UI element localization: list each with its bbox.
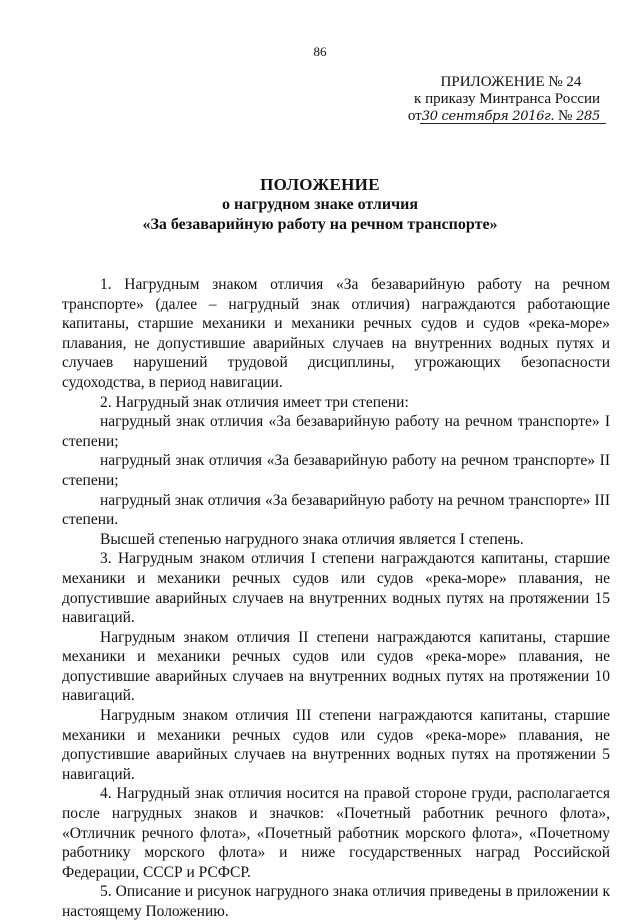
- number-prefix: №: [558, 108, 573, 124]
- paragraph: нагрудный знак отличия «За безаварийную работу на речном транспорте» III степени.: [62, 491, 610, 529]
- paragraph: Нагрудным знаком отличия II степени награждаются капитаны, старшие механики и механики речных судов или судов «река-море» плавания, не допустившие аварийных случаев на внутренних водных путях на протяжении 10 навигаций.: [62, 628, 610, 705]
- paragraph: 5. Описание и рисунок нагрудного знака отличия приведены в приложении к настоящему Положению.: [62, 883, 610, 920]
- paragraph: 1. Нагрудным знаком отличия «За безаварийную работу на речном транспорте» (далее – нагрудный знак отличия) награждаются работающие капитаны, старшие механики и механики речных судов и судов «река-море» плавания, не допустившие аварийных случаев на внутренних водных путях и случаев нарушений трудовой дисциплины, угрожающих безопасности судоходства, в период навигации.: [62, 276, 610, 391]
- handwritten-date: 30 сентября 2016г.: [421, 109, 555, 124]
- paragraph: 2. Нагрудный знак отличия имеет три степени:: [100, 393, 409, 411]
- title-line-1: ПОЛОЖЕНИЕ: [260, 175, 380, 194]
- paragraph: нагрудный знак отличия «За безаварийную работу на речном транспорте» II степени;: [62, 452, 610, 489]
- paragraph: Высшей степенью нагрудного знака отличия является I степень.: [100, 530, 524, 548]
- page-number: 86: [313, 44, 327, 59]
- appendix-date-line: [400, 108, 600, 125]
- document-body: [62, 275, 610, 922]
- document-title: [0, 175, 640, 235]
- paragraph: 3. Нагрудным знаком отличия I степени награждаются капитаны, старшие механики и механики речных судов или судов «река-море» плавания, не допустившие аварийных случаев на внутренних водных путях на протяжении 15 навигаций.: [62, 550, 610, 627]
- appendix-label: ПРИЛОЖЕНИЕ № 24: [440, 74, 582, 90]
- date-prefix: от: [407, 108, 422, 124]
- title-line-2: о нагрудном знаке отличия: [222, 196, 418, 213]
- appendix-order-ref: к приказу Минтранса России: [414, 91, 600, 107]
- paragraph: нагрудный знак отличия «За безаварийную работу на речном транспорте» I степени;: [62, 413, 610, 450]
- paragraph: 4. Нагрудный знак отличия носится на правой стороне груди, располагается после нагрудных знаков и значков: «Почетный работник речного флота», «Отличник речного флота», «Почетный работник морского флота», «Почетному работнику морского флота» и ниже государственных наград Российской Федерации, СССР и РСФСР.: [62, 785, 610, 881]
- paragraph: Нагрудным знаком отличия III степени награждаются капитаны, старшие механики и механики речных судов или судов «река-море» плавания, не допустившие аварийных случаев на внутренних водных путях на протяжении 5 навигаций.: [62, 707, 610, 783]
- title-line-3: «За безаварийную работу на речном транспорте»: [142, 216, 498, 233]
- handwritten-number: 285: [576, 109, 600, 124]
- appendix-header: [400, 74, 600, 125]
- date-underline: [420, 123, 606, 124]
